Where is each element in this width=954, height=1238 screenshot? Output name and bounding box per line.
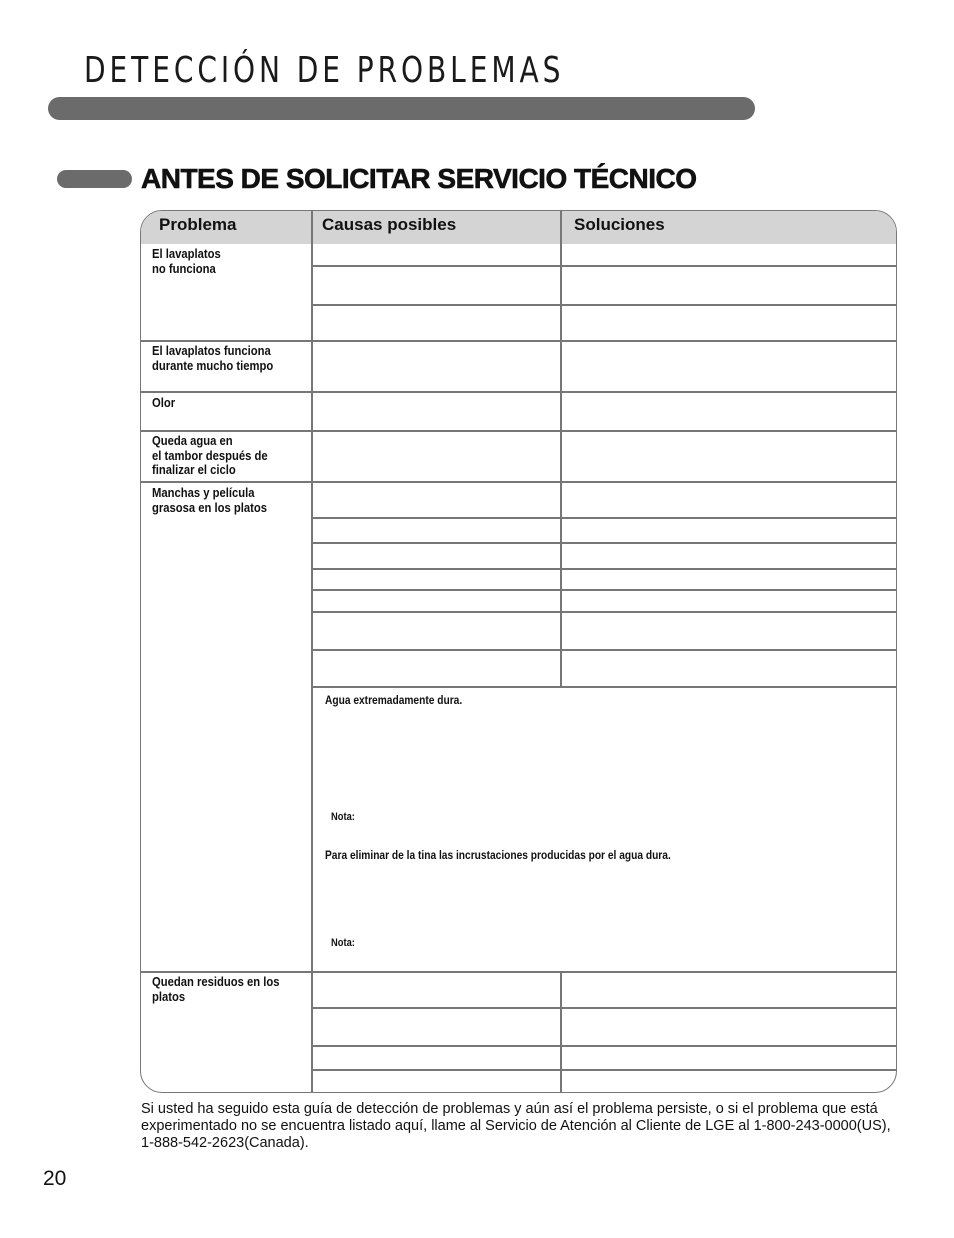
- note-label: Nota:: [331, 937, 355, 949]
- subrow-divider: [311, 649, 897, 651]
- title-bar-decoration: [48, 97, 755, 120]
- subrow-divider: [311, 1007, 897, 1009]
- note-label: Nota:: [331, 811, 355, 823]
- subrow-divider: [311, 589, 897, 591]
- row-divider: [141, 340, 897, 342]
- column-divider: [560, 971, 562, 1093]
- subrow-divider: [311, 611, 897, 613]
- row-divider: [141, 430, 897, 432]
- subrow-divider: [311, 686, 897, 688]
- subrow-divider: [311, 542, 897, 544]
- troubleshooting-table: [140, 210, 897, 1093]
- problem-not-working: El lavaplatos no funciona: [152, 247, 221, 276]
- header-solutions: Soluciones: [574, 215, 665, 234]
- chapter-title: DETECCIÓN DE PROBLEMAS: [84, 50, 565, 91]
- column-divider: [311, 211, 313, 1093]
- problem-odor: Olor: [152, 396, 176, 410]
- header-causes: Causas posibles: [322, 215, 457, 234]
- subrow-divider: [311, 304, 897, 306]
- row-divider: [141, 391, 897, 393]
- row-divider: [141, 971, 897, 973]
- problem-spots-film: Manchas y película grasosa en los platos: [152, 486, 268, 515]
- service-contact-text: Si usted ha seguido esta guía de detección de problemas y aún así el problema persiste, o si el problema que está experimentado no se encuentra listado aquí, llame al Servicio de Atención al Cliente de LGE al 1-800-243-0000(US), 1-888-542-2623(Canada).: [141, 1101, 891, 1151]
- page-number: 20: [43, 1167, 67, 1190]
- header-problem: Problema: [159, 215, 237, 234]
- table-header: [141, 211, 896, 244]
- hard-water-heading: Agua extremadamente dura.: [325, 693, 463, 707]
- problem-water-in-tub: Queda agua en el tambor después de finalizar el ciclo: [152, 434, 268, 477]
- problem-runs-long: El lavaplatos funciona durante mucho tiempo: [152, 344, 274, 373]
- subrow-divider: [311, 1045, 897, 1047]
- section-title: ANTES DE SOLICITAR SERVICIO TÉCNICO: [141, 163, 697, 194]
- subrow-divider: [311, 1069, 897, 1071]
- subrow-divider: [311, 265, 897, 267]
- column-divider: [560, 211, 562, 687]
- subrow-divider: [311, 568, 897, 570]
- subrow-divider: [311, 517, 897, 519]
- row-divider: [141, 481, 897, 483]
- section-pill-decoration: [57, 170, 132, 188]
- hard-water-subheading: Para eliminar de la tina las incrustaciones producidas por el agua dura.: [325, 848, 671, 862]
- problem-residue: Quedan residuos en los platos: [152, 975, 280, 1004]
